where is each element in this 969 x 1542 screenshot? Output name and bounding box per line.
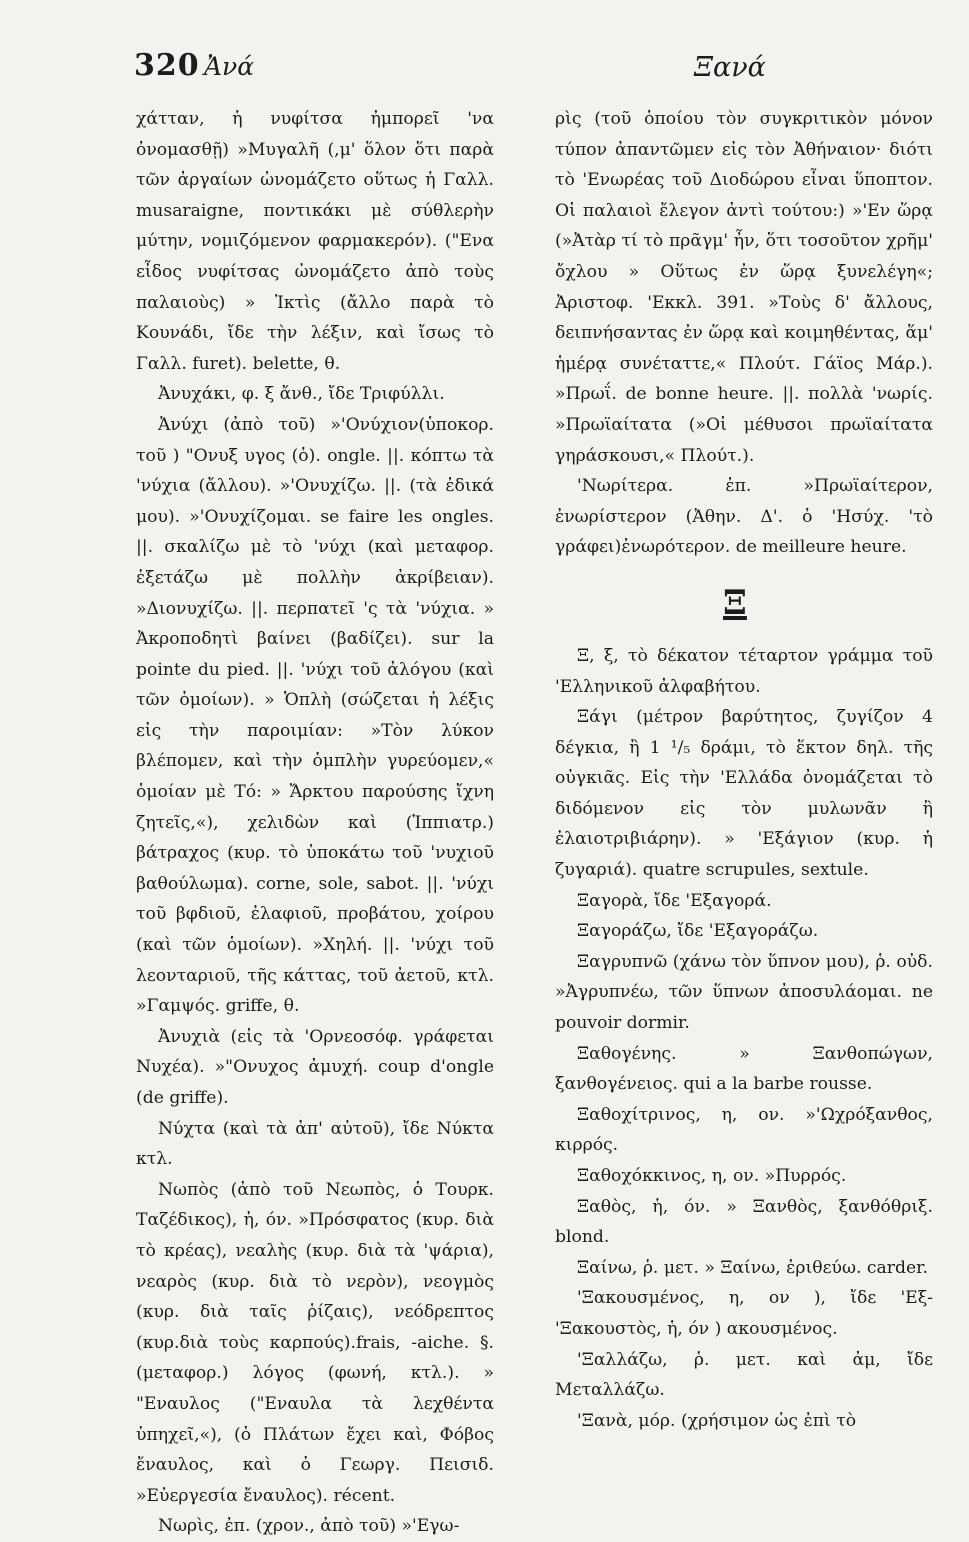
entry-paragraph: Ξαθογένης. » Ξανθοπώγων, ξανθογένειος. qui a la barbe rousse. xyxy=(555,1043,933,1095)
entry-paragraph: 'Ξαλλάζω, ῥ. μετ. καὶ ἀμ, ἴδε Μεταλλάζω. xyxy=(555,1349,933,1401)
page-number: 320 xyxy=(134,48,200,83)
left-column xyxy=(136,104,494,1542)
entry-paragraph: Ξαθὸς, ἡ, όν. » Ξανθὸς, ξανθόθριξ. blond. xyxy=(555,1196,933,1248)
page-header xyxy=(134,48,769,92)
entry-paragraph: χάτταν, ἡ νυφίτσα ἠμπορεῖ 'να ὀνομασθῇ) »Μυγαλῆ (,μ' ὅλον ὅτι παρὰ τῶν ἀργαίων ὠνομάζετο οὕτως ἡ Γαλλ. musaraigne, ποντικάκι μὲ σύθλερὴν μύτην, νομιζόμενον φαρμακερόν). ("Ενα εἶδος νυφίτσας ὠνομάζετο ἀπὸ τοὺς παλαιοὺς) » Ἰκτὶς (ἄλλο παρὰ τὸ Κουνάδι, ἴδε τὴν λέξιν, καὶ ἴσως τὸ Γαλλ. furet). belette, θ. xyxy=(136,109,494,374)
entry-paragraph: 'Ξανὰ, μόρ. (χρήσιμον ὡς ἐπὶ τὸ xyxy=(577,1410,857,1431)
entry-paragraph: Ξαίνω, ῥ. μετ. » Ξαίνω, ἐριθεύω. carder. xyxy=(577,1257,928,1278)
entry-paragraph: Ἀνύχι (ἀπὸ τοῦ) »'Ονύχιον(ὑποκορ. τοῦ ) "Ονυξ υγος (ὁ). ongle. ||. κόπτω τὰ 'νύχια (ἄλλου). »'Ονυχίζω. ||. (τὰ ἐδικά μου). »'Ονυχίζομαι. se faire les ongles. ||. σκαλίζω μὲ τὸ 'νύχι (καὶ μεταφορ. ἐξετάζω μὲ πολλὴν ἀκρίβειαν). »Διονυχίζω. ||. περπατεῖ 'ς τὰ 'νύχια. » Ἀκροποδητὶ βαίνει (βαδίζει). sur la pointe du pied. ||. 'νύχι τοῦ ἀλόγου (καὶ τῶν ὁμοίων). » Ὁπλὴ (σώζεται ἡ λέξις εἰς τὴν παροιμίαν: »Τὸν λύκον βλέπομεν, καὶ τὴν ὁμπλὴν γυρεύομεν,« ὁμοίαν μὲ Τό: » Ἄρκτου παρούσης ἴχνη ζητεῖς,«), χελιδὼν καὶ (Ἱππιατρ.) βάτραχος (κυρ. τὸ ὑποκάτω τοῦ 'νυχιοῦ βαθούλωμα). corne, sole, sabot. ||. 'νύχι τοῦ βφδιοῦ, ἐλαφιοῦ, προβάτου, χοίρου (καὶ τῶν ὁμοίων). »Χηλή. ||. 'νύχι τοῦ λεονταριοῦ, τῆς κάττας, τοῦ ἀετοῦ, κτλ. »Γαμψός. griffe, θ. xyxy=(136,414,494,1017)
entry-paragraph: Ξαγρυπνῶ (χάνω τὸν ὕπνον μου), ῥ. οὐδ. »Ἀγρυπνέω, τῶν ὕπνων ἀποσυλάομαι. ne pouvoir dormir. xyxy=(555,951,933,1034)
entry-paragraph: Νωρὶς, ἐπ. (χρον., ἀπὸ τοῦ) »'Εγω- xyxy=(158,1516,460,1537)
entry-paragraph: Ἀνυχιὰ (εἰς τὰ 'Ορνεοσόφ. γράφεται Νυχέα). »"Ονυχος ἀμυχή. coup d'ongle (de griffe). xyxy=(136,1026,494,1108)
entry-paragraph: Ξάγι (μέτρον βαρύτητος, ζυγίζον 4 δέγκια, ἢ 1 ¹/₅ δράμι, τὸ ἕκτον δηλ. τῆς οὐγκιᾶς. Εἰς τὴν 'Ελλάδα ὀνομάζεται τὸ διδόμενον εἰς τὸν μυλωνᾶν ἢ ἐλαιοτριβιάρην). » 'Εξάγιον (κυρ. ἡ ζυγαριά). quatre scrupules, sextule. xyxy=(555,707,933,881)
entry-paragraph: 'Νωρίτερα. ἐπ. »Πρωϊαίτερον, ἐνωρίστερον (Ἀθην. Δ'. ὁ 'Ησύχ. 'τὸ γράφει)ἐνωρότερον. de meilleure heure. xyxy=(555,476,933,558)
section-letter-heading: Ξ xyxy=(723,582,747,623)
entry-paragraph: Ξαγορὰ, ἴδε 'Εξαγορά. xyxy=(577,890,772,911)
left-running-head: Ἀνά xyxy=(204,52,255,81)
entry-paragraph: Ξ, ξ, τὸ δέκατον τέταρτον γράμμα τοῦ 'Ελληνικοῦ ἀλφαβήτου. xyxy=(555,645,933,697)
right-running-head: Ξανά xyxy=(694,52,766,83)
entry-paragraph: Νύχτα (καὶ τὰ ἀπ' αὐτοῦ), ἴδε Νύκτα κτλ. xyxy=(136,1118,494,1170)
entry-paragraph: ρὶς (τοῦ ὁποίου τὸν συγκριτικὸν μόνον τύπον ἀπαντῶμεν εἰς τὸν Ἀθήναιον· διότι τὸ 'Ενωρέας τοῦ Διοδώρου εἶναι ὕποπτον. Οἱ παλαιοὶ ἔλεγον ἀντὶ τούτου:) »'Εν ὥρᾳ (»Ἀτὰρ τί τὸ πρᾶγμ' ἦν, ὅτι τοσοῦτον χρῆμ' ὄχλου » Οὕτως ἐν ὥρᾳ ξυνελέγη«; Ἀριστοφ. 'Εκκλ. 391. »Τοὺς δ' ἄλλους, δειπνήσαντας ἐν ὥρᾳ καὶ κοιμηθέντας, ἅμ' ἡμέρᾳ συνέταττε,« Πλούτ. Γάϊος Μάρ.). »Πρωΐ. de bonne heure. ||. πολλὰ 'νωρίς. »Πρωϊαίτατα (»Οἱ μέθυσοι πρωϊαίτατα γηράσκουσι,« Πλούτ.). xyxy=(555,109,933,466)
entry-paragraph: Ξαθοχίτρινος, η, ον. »'Ωχρόξανθος, κιρρός. xyxy=(555,1104,933,1156)
entry-paragraph: Νωπὸς (ἀπὸ τοῦ Νεωπὸς, ὁ Τουρκ. Ταζέδικος), ἡ, όν. »Πρόσφατος (κυρ. διὰ τὸ κρέας), νεαλὴς (κυρ. διὰ τὰ 'ψάρια), νεαρὸς (κυρ. διὰ τὸ νερὸν), νεογμὸς (κυρ. διὰ ταῖς ῥίζαις), νεόδρεπτος (κυρ.διὰ τοὺς καρπούς).frais, -aiche. §. (μεταφορ.) λόγος (φωνή, κτλ.). » "Εναυλος ("Εναυλα τὰ λεχθέντα ὑπηχεῖ,«), (ὁ Πλάτων ἔχει καὶ, Φόβος ἔναυλος, καὶ ὁ Γεωργ. Πεισιδ. »Εὐεργεσία ἔναυλος). récent. xyxy=(136,1179,494,1506)
entry-paragraph: Ἀνυχάκι, φ. ξ ἄνθ., ἴδε Τριφύλλι. xyxy=(158,384,445,405)
entry-paragraph: 'Ξακουσμένος, η, ον ), ἴδε 'Εξ- 'Ξακουστὸς, ἡ, όν ) ακουσμένος. xyxy=(555,1288,933,1339)
entry-paragraph: Ξαθοχόκκινος, η, ον. »Πυρρός. xyxy=(577,1166,847,1186)
right-column xyxy=(555,104,933,1436)
entry-paragraph: Ξαγοράζω, ἴδε 'Εξαγοράζω. xyxy=(577,921,819,942)
